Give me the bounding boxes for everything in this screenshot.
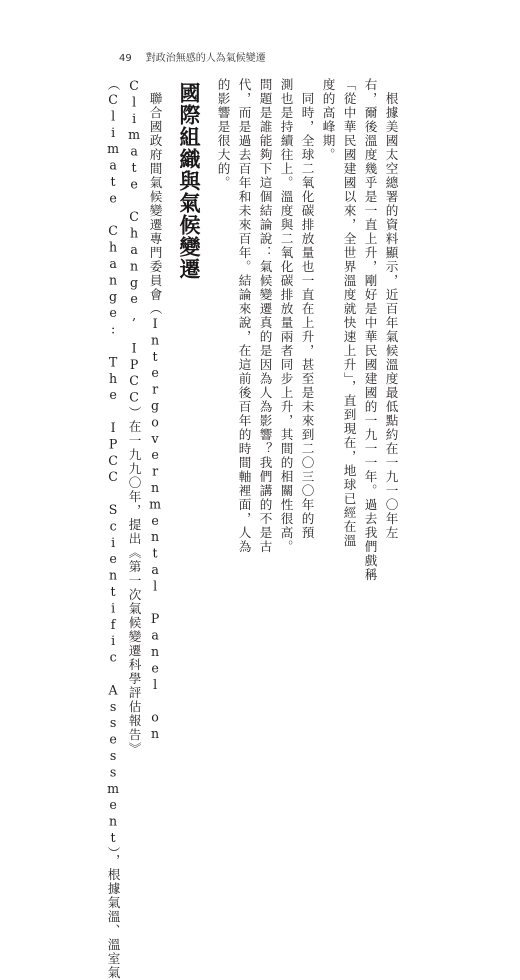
page-number: 49 (119, 53, 132, 64)
text-column-p1-2: 右，爾後溫度幾乎是一直上升，剛好是中華民國建國的一九一一年。過去我們戲稱 (362, 78, 378, 582)
text-column-p3-3: （Climate Change: The IPCC Scientific Assessment），根據氣溫、溫室氣 (105, 78, 121, 980)
text-column-p2-2: 測也是持續往上。溫度與二氧化碳排放量兩者同步上升，其間的相關性很高。 (278, 78, 294, 554)
text-column-p2-3: 問題是誰能夠下這個結論說：氣候變遷真的是因為人為影響？我們講的不是古 (257, 78, 273, 554)
text-column-p1-1: 根據美國太空總署的資料顯示，近百年氣候溫度最低點約在一九一〇年左 (383, 78, 399, 540)
text-column-p3-1: 聯合國政府間氣候變遷專門委員會（Intergovernmental Panel on (147, 78, 163, 743)
text-column-p1-4: 度的高峰期。 (320, 78, 336, 162)
text-column-p3-2: Climate Change, IPCC）在一九九〇年，提出《第一次氣候變遷科學評估報告》 (126, 78, 142, 756)
running-title: 對政治無感的人為氣候變遷 (145, 53, 266, 64)
text-column-p2-4: 代，而是過去百年和未來百年。結論來說，在這前後百年的時間軸裡面，人為 (236, 78, 252, 554)
running-header (119, 49, 266, 64)
text-column-p2-1: 同時，全球二氧化碳排放量也一直在上升，甚至是未來到二〇三〇年的預 (299, 78, 315, 540)
section-heading: 國際組織與氣候變遷 (177, 82, 201, 280)
text-column-p1-3: 「從中華民國建國以來，全世界溫度就快速上升」，直到現在，地球已經在溫 (341, 78, 357, 548)
text-column-p2-5: 的影響是很大的。 (215, 78, 231, 190)
